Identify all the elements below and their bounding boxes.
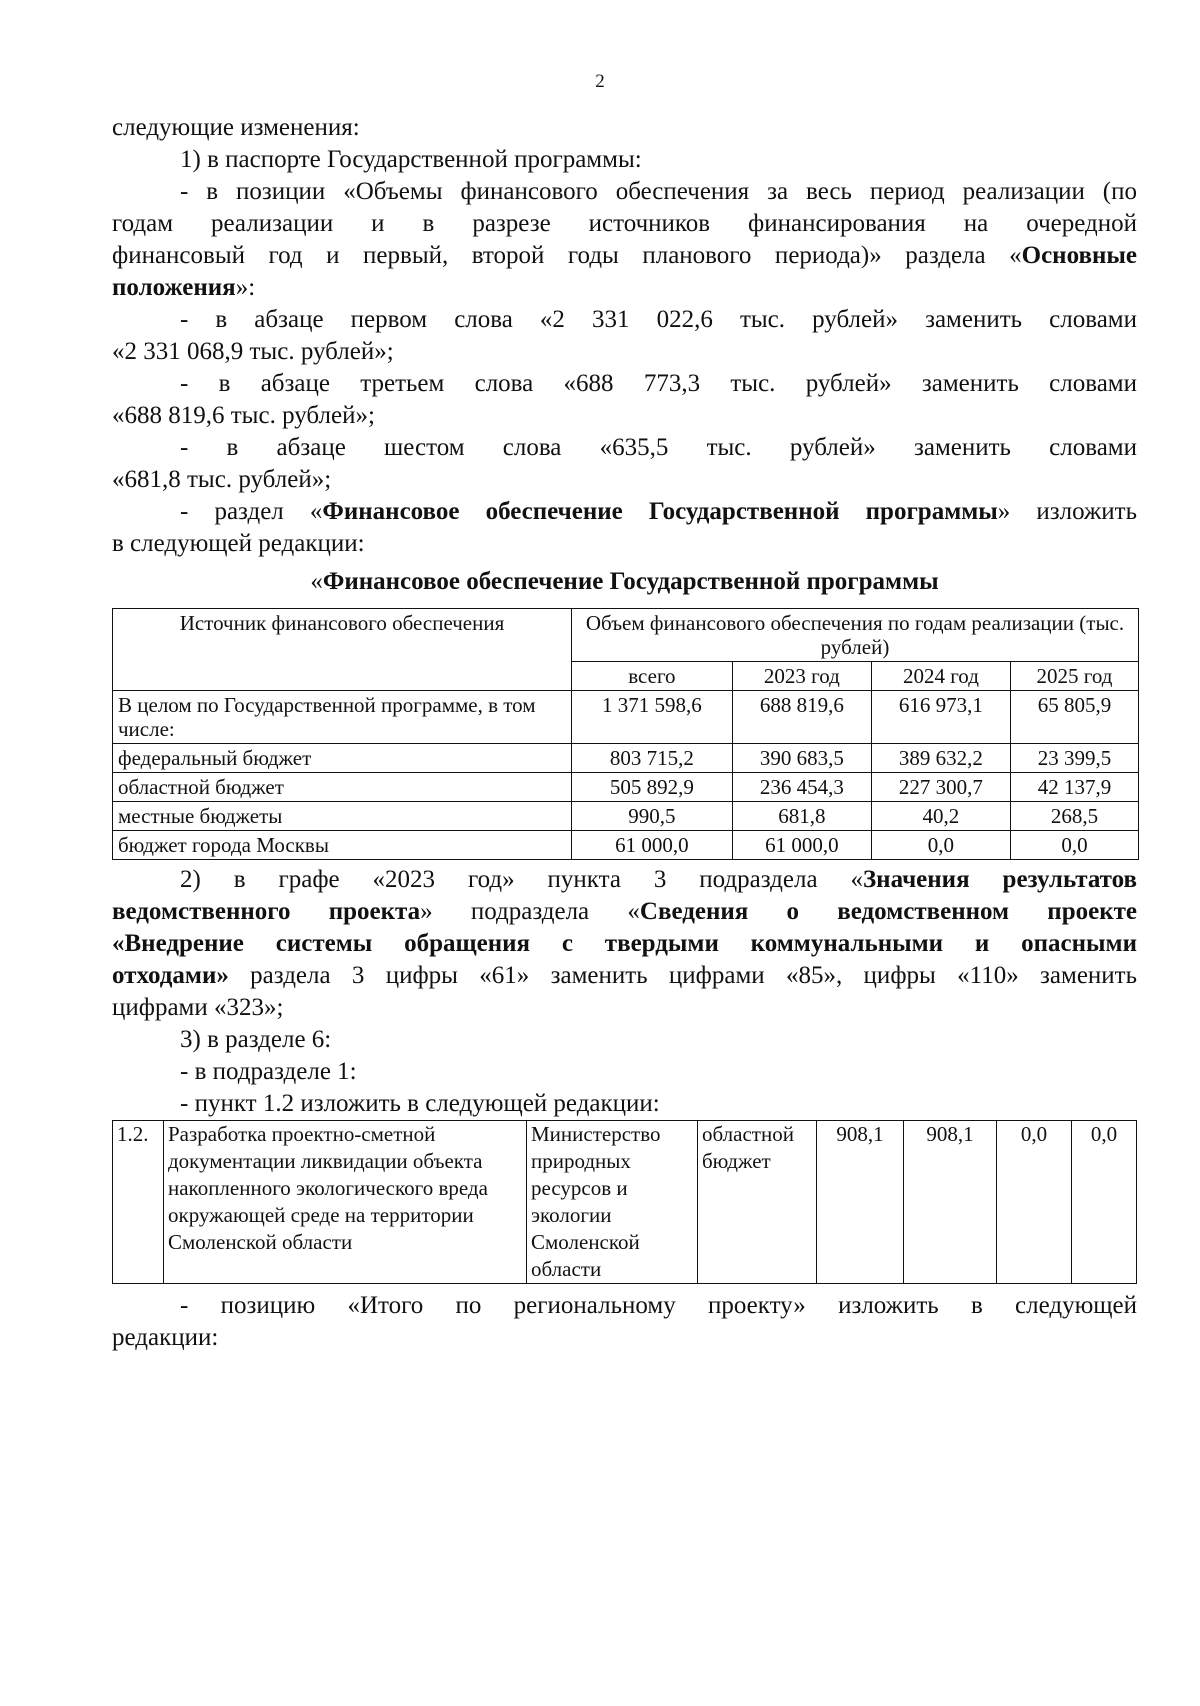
funding-source: областной бюджет: [698, 1121, 817, 1284]
row-label: В целом по Государственной программе, в том числе:: [113, 691, 572, 744]
cell: 0,0: [1072, 1121, 1137, 1284]
table-row: [113, 831, 1139, 860]
page-number: 2: [595, 71, 605, 92]
row-label: федеральный бюджет: [113, 744, 572, 773]
itogo-line-2: редакции:: [112, 1324, 219, 1351]
cell: 0,0: [997, 1121, 1072, 1284]
cell: 616 973,1: [871, 691, 1010, 744]
abzac-3-line-1: - в абзаце третьем слова «688 773,3 тыс. рублей» заменить словами: [180, 370, 1137, 397]
abzac-1-line-2: «2 331 068,9 тыс. рублей»;: [112, 338, 394, 365]
cell: 23 399,5: [1010, 744, 1138, 773]
responsible-org: Министерство природных ресурсов и экологии Смоленской области: [527, 1121, 698, 1284]
position-line-1: - в позиции «Объемы финансового обеспечения за весь период реализации (по: [180, 178, 1137, 205]
header-year: всего: [572, 662, 733, 691]
document-body: [112, 112, 1137, 1354]
row-label: областной бюджет: [113, 773, 572, 802]
item-2-line-3: «Внедрение системы обращения с твердыми коммунальными и опасными: [112, 930, 1137, 957]
subsection-1: - в подразделе 1:: [180, 1058, 357, 1085]
cell: 803 715,2: [572, 744, 733, 773]
bold-polozheniya: положения: [112, 274, 236, 301]
table-row: [113, 773, 1139, 802]
project-row-table: [112, 1120, 1137, 1284]
row-label: местные бюджеты: [113, 802, 572, 831]
position-line-2: годам реализации и в разрезе источников финансирования на очередной: [112, 210, 1137, 237]
punkt-1-2: - пункт 1.2 изложить в следующей редакции:: [180, 1090, 660, 1117]
header-year: 2023 год: [732, 662, 871, 691]
cell: 0,0: [1010, 831, 1138, 860]
cell: 61 000,0: [572, 831, 733, 860]
item-3: 3) в разделе 6:: [180, 1026, 332, 1053]
table-row: [113, 802, 1139, 831]
abzac-6-line-1: - в абзаце шестом слова «635,5 тыс. рублей» заменить словами: [180, 434, 1137, 461]
table-row: [113, 691, 1139, 744]
item-2-line-5: цифрами «323»;: [112, 994, 284, 1021]
abzac-1-line-1: - в абзаце первом слова «2 331 022,6 тыс. рублей» заменить словами: [180, 306, 1137, 333]
cell: 0,0: [871, 831, 1010, 860]
cell: 61 000,0: [732, 831, 871, 860]
cell: 236 454,3: [732, 773, 871, 802]
cell: 42 137,9: [1010, 773, 1138, 802]
cell: 268,5: [1010, 802, 1138, 831]
razdel-line-1: - раздел «Финансовое обеспечение Государственной программы» изложить: [180, 498, 1137, 525]
intro-text: следующие изменения:: [112, 114, 360, 141]
project-name: Разработка проектно-сметной документации ликвидации объекта накопленного экологического вреда окружающей среде на территории Смоленской области: [164, 1121, 527, 1284]
cell: 505 892,9: [572, 773, 733, 802]
cell: 389 632,2: [871, 744, 1010, 773]
section-title: «Финансовое обеспечение Государственной программы: [310, 568, 939, 595]
cell: 65 805,9: [1010, 691, 1138, 744]
abzac-6-line-2: «681,8 тыс. рублей»;: [112, 466, 332, 493]
abzac-3-line-2: «688 819,6 тыс. рублей»;: [112, 402, 375, 429]
financing-table: [112, 608, 1139, 860]
header-source: Источник финансового обеспечения: [113, 609, 572, 691]
cell: 40,2: [871, 802, 1010, 831]
table-header-row: [113, 609, 1139, 662]
row-label: бюджет города Москвы: [113, 831, 572, 860]
table-row: [113, 1121, 1137, 1284]
item-2-line-2: ведомственного проекта» подраздела «Сведения о ведомственном проекте: [112, 898, 1137, 925]
cell: 390 683,5: [732, 744, 871, 773]
cell: 681,8: [732, 802, 871, 831]
item-2-line-1: 2) в графе «2023 год» пункта 3 подраздела «Значения результатов: [180, 866, 1137, 893]
cell: 227 300,7: [871, 773, 1010, 802]
header-year: 2024 год: [871, 662, 1010, 691]
position-line-3: финансовый год и первый, второй годы планового периода)» раздела «Основные: [112, 242, 1137, 269]
item-2-line-4: отходами» раздела 3 цифры «61» заменить цифрами «85», цифры «110» заменить: [112, 962, 1137, 989]
bold-osnovnye: Основные: [1021, 242, 1137, 269]
razdel-line-2: в следующей редакции:: [112, 530, 365, 557]
header-year: 2025 год: [1010, 662, 1138, 691]
item-number: 1.2.: [113, 1121, 164, 1284]
cell: 908,1: [817, 1121, 904, 1284]
header-volume: Объем финансового обеспечения по годам реализации (тыс. рублей): [572, 609, 1139, 662]
cell: 1 371 598,6: [572, 691, 733, 744]
cell: 990,5: [572, 802, 733, 831]
table-row: [113, 744, 1139, 773]
position-line-4: положения»:: [112, 274, 256, 301]
item-1: 1) в паспорте Государственной программы:: [180, 146, 642, 173]
cell: 908,1: [904, 1121, 997, 1284]
itogo-line-1: - позицию «Итого по региональному проекту» изложить в следующей: [180, 1292, 1137, 1319]
cell: 688 819,6: [732, 691, 871, 744]
